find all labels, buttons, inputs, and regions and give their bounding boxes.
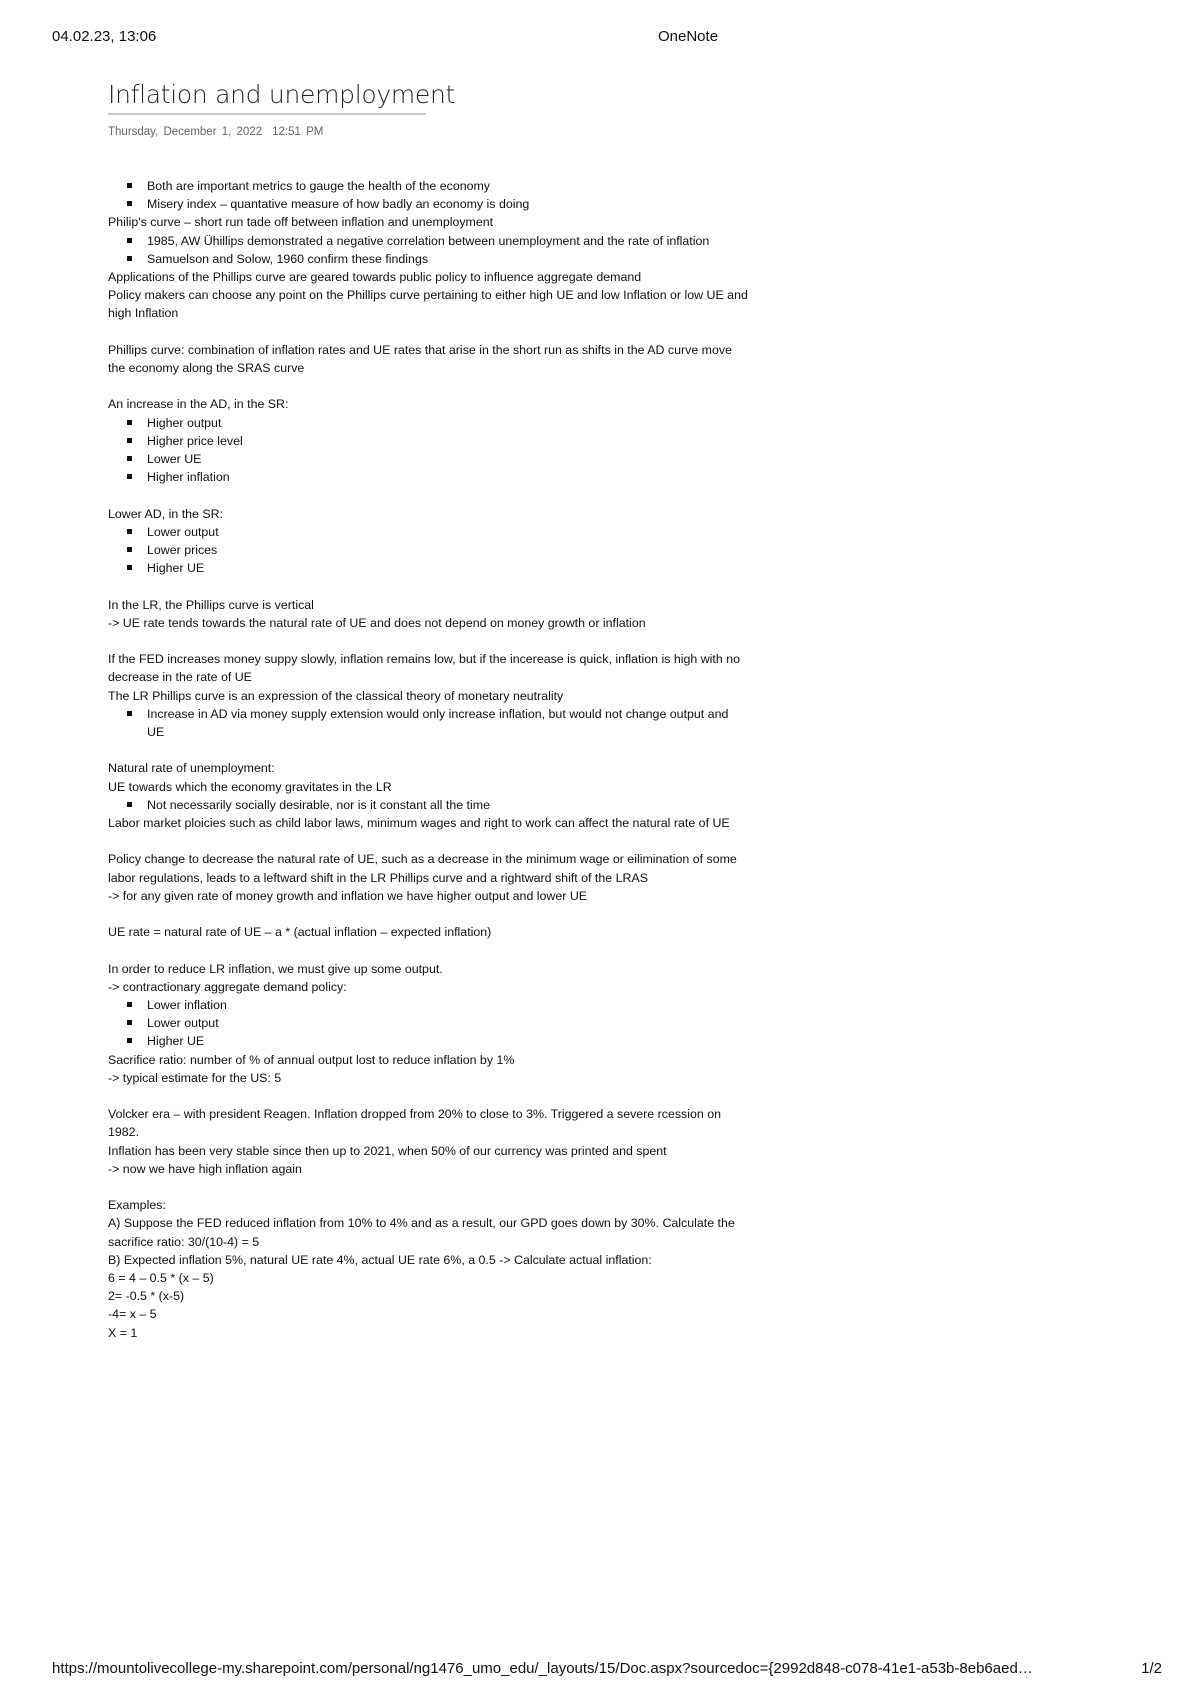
text-line: -> typical estimate for the US: 5	[108, 1070, 282, 1085]
text-line: UE rate = natural rate of UE – a * (actual inflation – expected inflation)	[108, 925, 492, 940]
bullet-item: Lower UE	[108, 450, 748, 468]
text-line: Phillips curve: combination of inflation rates and UE rates that arise in the short run as shifts in the AD curve move the economy along the SRAS curve	[108, 342, 732, 376]
bullet-item: Higher UE	[108, 1032, 748, 1050]
bullet-item: Lower prices	[108, 541, 748, 559]
blank-line	[108, 1178, 748, 1196]
text-line: -> contractionary aggregate demand policy:	[108, 979, 347, 994]
note-body	[108, 177, 748, 1342]
blank-line	[108, 905, 748, 923]
text-line: An increase in the AD, in the SR:	[108, 397, 289, 412]
blank-line	[108, 941, 748, 959]
bullet-item: Both are important metrics to gauge the health of the economy	[108, 177, 748, 195]
text-line: Policy change to decrease the natural rate of UE, such as a decrease in the minimum wage or eilimination of some labor regulations, leads to a leftward shift in the LR Phillips curve and a rightward shift of the LRAS	[108, 852, 737, 885]
text-line: 6 = 4 – 0.5 * (x – 5)	[108, 1271, 214, 1286]
print-app-name: OneNote	[658, 28, 719, 45]
text-line: A) Suppose the FED reduced inflation from 10% to 4% and as a result, our GPD goes down by 30%. Calculate the sacrifice ratio: 30/(10-4) = 5	[108, 1216, 735, 1249]
page-number: 1/2	[1141, 1660, 1162, 1677]
text-line: X = 1	[108, 1325, 138, 1340]
blank-line	[108, 632, 748, 650]
text-line: -> now we have high inflation again	[108, 1161, 302, 1176]
print-footer	[52, 1660, 1162, 1680]
print-header	[52, 28, 1162, 48]
text-line: -> for any given rate of money growth and inflation we have higher output and lower UE	[108, 888, 588, 903]
blank-line	[108, 1087, 748, 1105]
bullet-item: Higher UE	[108, 559, 748, 577]
title-underline	[108, 113, 426, 115]
text-line: 2= -0.5 * (x-5)	[108, 1289, 185, 1304]
bullet-item: 1985, AW Ühillips demonstrated a negative correlation between unemployment and the rate of inflation	[108, 232, 748, 250]
text-line: Policy makers can choose any point on the Phillips curve pertaining to either high UE and low Inflation or low UE and high Inflation	[108, 288, 748, 321]
text-line: B) Expected inflation 5%, natural UE rate 4%, actual UE rate 6%, a 0.5 -> Calculate actual inflation:	[108, 1252, 652, 1267]
text-line: In the LR, the Phillips curve is vertical	[108, 597, 314, 612]
bullet-item: Increase in AD via money supply extension would only increase inflation, but would not change output and UE	[108, 705, 748, 741]
text-line: -> UE rate tends towards the natural rate of UE and does not depend on money growth or inflation	[108, 615, 646, 630]
blank-line	[108, 323, 748, 341]
blank-line	[108, 832, 748, 850]
text-line: Inflation has been very stable since then up to 2021, when 50% of our currency was printed and spent	[108, 1143, 667, 1158]
text-line: Sacrifice ratio: number of % of annual output lost to reduce inflation by 1%	[108, 1052, 515, 1067]
print-date: 04.02.23, 13:06	[52, 28, 157, 45]
bullet-item: Samuelson and Solow, 1960 confirm these findings	[108, 250, 748, 268]
text-line: UE towards which the economy gravitates in the LR	[108, 779, 392, 794]
blank-line	[108, 377, 748, 395]
text-line: Lower AD, in the SR:	[108, 506, 224, 521]
text-line: Natural rate of unemployment:	[108, 761, 275, 776]
text-line: -4= x – 5	[108, 1307, 157, 1322]
text-line: In order to reduce LR inflation, we must give up some output.	[108, 961, 443, 976]
bullet-item: Lower inflation	[108, 996, 748, 1014]
page-time: 12:51 PM	[272, 126, 324, 138]
blank-line	[108, 486, 748, 504]
text-line: Volcker era – with president Reagen. Inflation dropped from 20% to close to 3%. Triggered a severe rcession on 1982.	[108, 1107, 721, 1140]
text-line: The LR Phillips curve is an expression of the classical theory of monetary neutrality	[108, 688, 564, 703]
bullet-item: Not necessarily socially desirable, nor is it constant all the time	[108, 796, 748, 814]
page-timestamp	[108, 126, 323, 138]
text-line: Philip's curve – short run tade off between inflation and unemployment	[108, 215, 494, 230]
page-title: Inflation and unemployment	[108, 80, 456, 109]
bullet-item: Lower output	[108, 523, 748, 541]
bullet-item: Higher price level	[108, 432, 748, 450]
page-date: Thursday, December 1, 2022	[108, 126, 263, 138]
text-line: If the FED increases money suppy slowly, inflation remains low, but if the incerease is quick, inflation is high with no decrease in the rate of UE	[108, 652, 740, 685]
blank-line	[108, 741, 748, 759]
text-line: Examples:	[108, 1198, 166, 1213]
blank-line	[108, 577, 748, 595]
bullet-item: Lower output	[108, 1014, 748, 1032]
bullet-item: Misery index – quantative measure of how badly an economy is doing	[108, 195, 748, 213]
bullet-item: Higher output	[108, 414, 748, 432]
bullet-item: Higher inflation	[108, 468, 748, 486]
page-url: https://mountolivecollege-my.sharepoint.com/personal/ng1476_umo_edu/_layouts/15/Doc.aspx?sourcedoc={2992d848-c078-41e1-a53b-8eb6aed…	[52, 1660, 1033, 1677]
text-line: Labor market ploicies such as child labor laws, minimum wages and right to work can affect the natural rate of UE	[108, 816, 730, 831]
text-line: Applications of the Phillips curve are geared towards public policy to influence aggregate demand	[108, 270, 642, 285]
